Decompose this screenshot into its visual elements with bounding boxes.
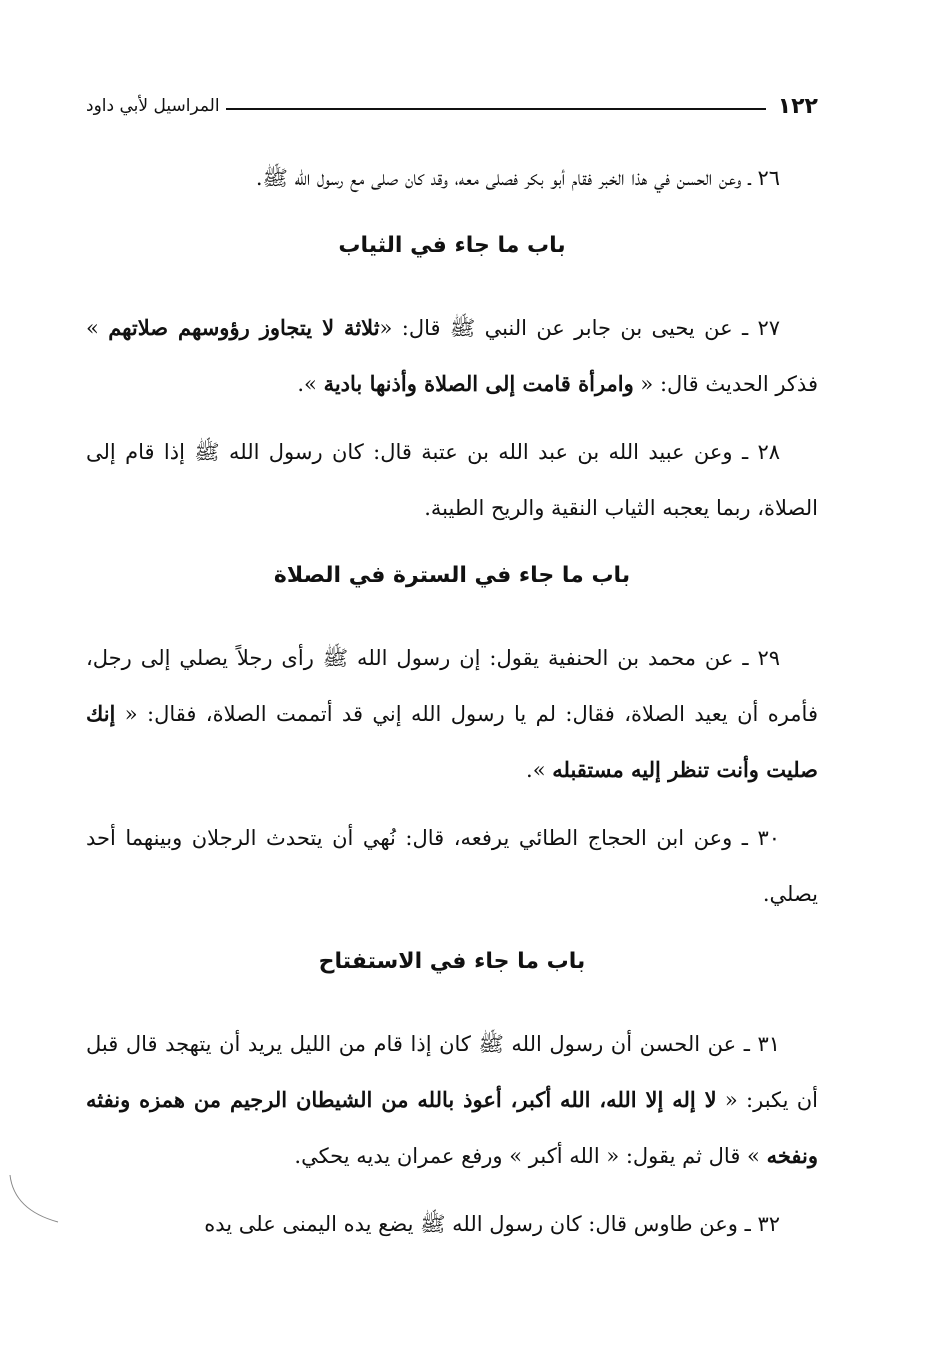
hadith-text: وعن ابن الحجاج الطائي يرفعه، قال: نُهي أن يتحدث الرجلان وبينهما أحد يصلي. [86, 826, 818, 906]
hadith-26 [86, 150, 818, 206]
hadith-quote: إنك صليت وأنت تنظر إليه مستقبله [86, 701, 818, 782]
chapter-heading-opening: باب ما جاء في الاستفتاح [318, 949, 586, 974]
hadith-quote: وامرأة قامت إلى الصلاة وأذنها بادية [323, 371, 634, 396]
hadith-number: ٣٠ ـ [741, 826, 781, 850]
hadith-number: ٢٩ ـ [742, 646, 781, 670]
hadith-text: وعن الحسن في هذا الخبر فقام أبو بكر فصلى معه، وقد كان صلى مع رسول الله ﷺ. [255, 166, 749, 190]
hadith-text: ». [526, 758, 553, 782]
hadith-text: وعن عبيد الله بن عبد الله بن عتبة قال: كان رسول الله ﷺ إذا قام إلى الصلاة، ربما يعجبه الثياب النقية والريح الطيبة. [86, 440, 818, 520]
hadith-32 [86, 1196, 818, 1252]
hadith-text: عن الحسن أن رسول الله ﷺ كان إذا قام من الليل يريد أن يتهجد قال قبل أن يكبر: « [86, 1032, 818, 1112]
hadith-quote: ثلاثة لا يتجاوز رؤوسهم صلاتهم [108, 315, 380, 340]
hadith-text: وعن طاوس قال: كان رسول الله ﷺ يضع يده اليمنى على يده [204, 1212, 745, 1236]
hadith-number: ٢٧ ـ [741, 316, 781, 340]
header-rule [226, 108, 766, 110]
hadith-text: » فذكر الحديث قال: « [86, 316, 818, 396]
hadith-text: عن محمد بن الحنفية يقول: إن رسول الله ﷺ رأى رجلاً يصلي إلى رجل، فأمره أن يعيد الصلاة، فقال: لم يا رسول الله إني قد أتممت الصلاة، فقال: « [86, 646, 818, 726]
scan-margin-mark [0, 1170, 60, 1230]
book-title: المراسيل لأبي داود [86, 96, 220, 116]
hadith-31 [86, 1016, 818, 1184]
hadith-number: ٢٦ ـ [748, 166, 780, 190]
hadith-text: » قال ثم يقول: « الله أكبر » ورفع عمران يديه يحكي. [294, 1144, 767, 1168]
running-header [86, 90, 818, 122]
hadith-quote: لا إله إلا الله، الله أكبر، أعوذ بالله من الشيطان الرجيم من همزه ونفثه ونفخه [86, 1087, 818, 1168]
hadith-text: عن يحيى بن جابر عن النبي ﷺ قال: « [379, 316, 742, 340]
chapter-heading-clothes: باب ما جاء في الثياب [338, 233, 566, 258]
page-body [86, 150, 818, 1252]
hadith-30 [86, 810, 818, 922]
chapter-heading-sutra: باب ما جاء في السترة في الصلاة [273, 563, 631, 588]
hadith-29 [86, 630, 818, 798]
hadith-28 [86, 424, 818, 536]
hadith-27 [86, 300, 818, 412]
hadith-text: ». [297, 372, 324, 396]
hadith-number: ٣٢ ـ [744, 1212, 780, 1236]
hadith-number: ٢٨ ـ [741, 440, 781, 464]
page-number: ١٢٢ [777, 93, 818, 119]
hadith-number: ٣١ ـ [743, 1032, 781, 1056]
